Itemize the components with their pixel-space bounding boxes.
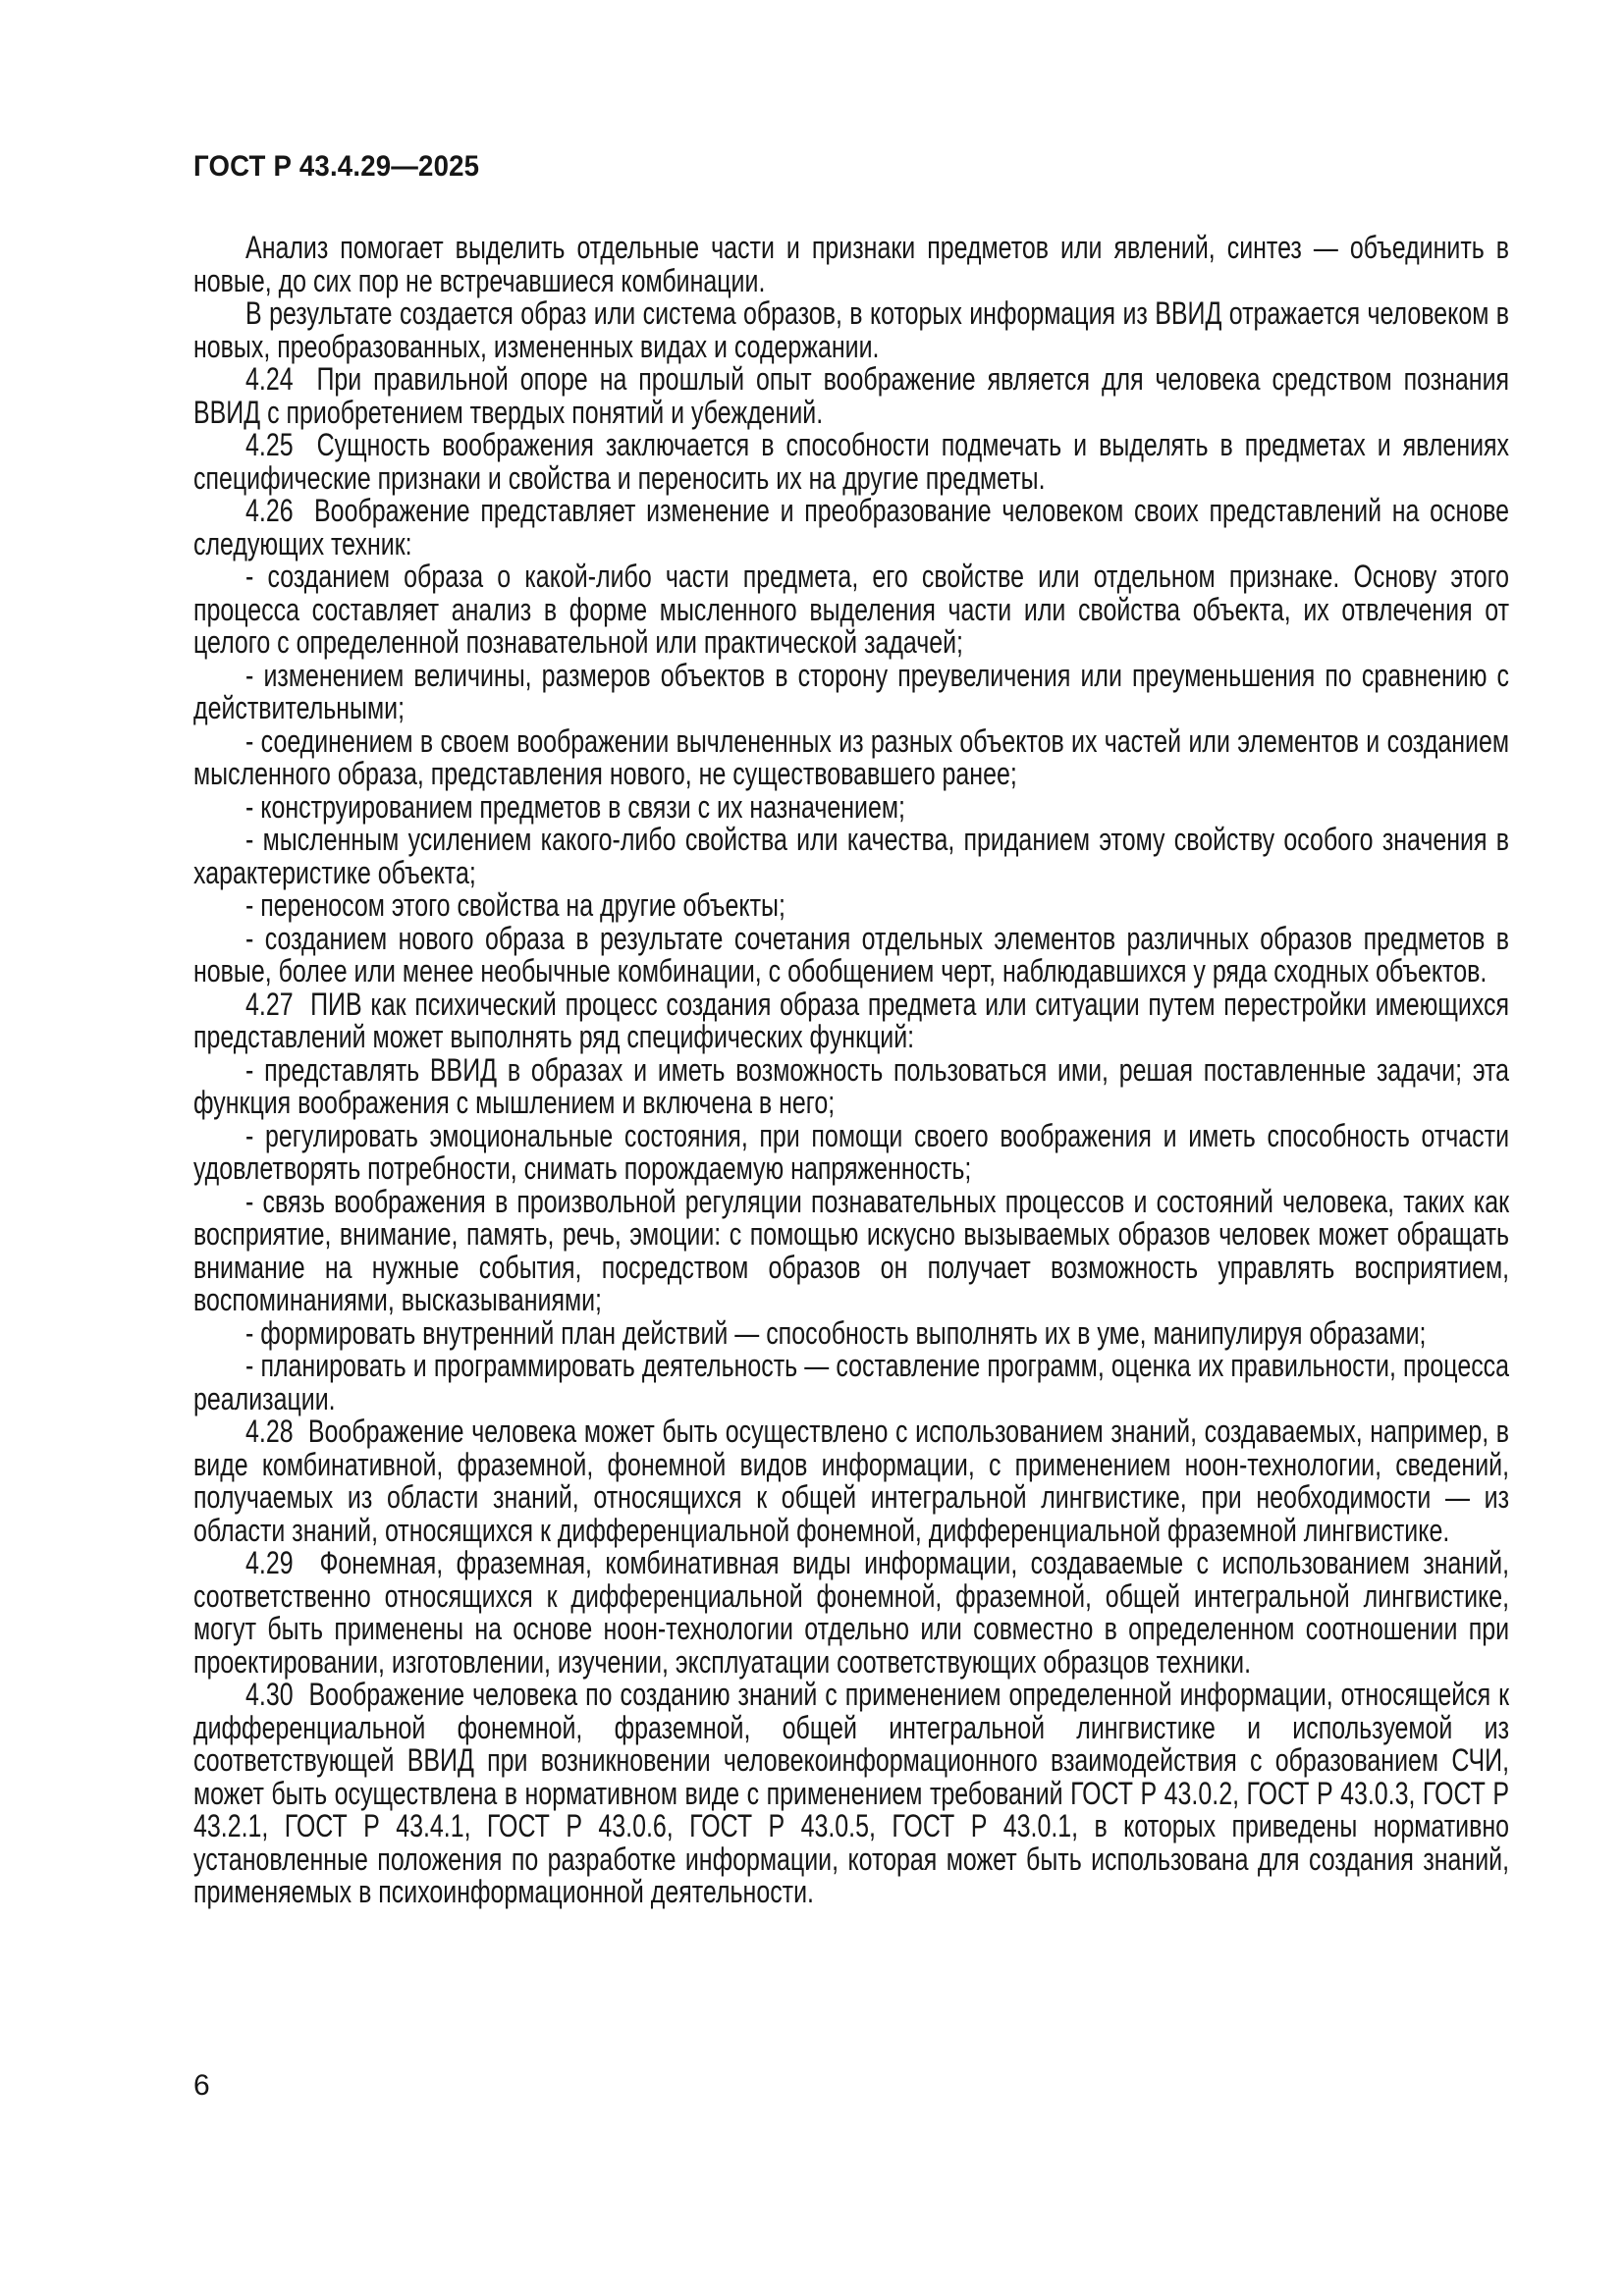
list-item: - соединением в своем воображении вычлененных из разных объектов их частей или элементов и созданием мысленного образа, представления нового, не существовавшего ранее; — [193, 722, 1510, 791]
paragraph-4-30: 4.30 Воображение человека по созданию знаний с применением определенной информации, относящейся к дифференциальной фонемной, фраземной, общей интегральной лингвистике и используемой из соответствующей ВВИД при возникновении человекоинформационного взаимодействия с образованием СЧИ, может быть осуществлена в нормативном виде с применением требований ГОСТ Р 43.0.2, ГОСТ Р 43.0.3, ГОСТ Р 43.2.1, ГОСТ Р 43.4.1, ГОСТ Р 43.0.6, ГОСТ Р 43.0.5, ГОСТ Р 43.0.1, в которых приведены нормативно установленные положения по разработке информации, которая может быть использована для создания знаний, применяемых в психоинформационной деятельности. — [193, 1677, 1510, 1909]
document-body — [193, 232, 1509, 1909]
list-item: - формировать внутренний план действий — способность выполнять их в уме, манипулируя образами; — [245, 1314, 1427, 1351]
list-item: - регулировать эмоциональные состояния, при помощи своего воображения и иметь способность отчасти удовлетворять потребности, снимать порождаемую напряженность; — [193, 1117, 1510, 1186]
list-item: - мысленным усилением какого-либо свойства или качества, приданием этому свойству особого значения в характеристике объекта; — [193, 822, 1510, 890]
paragraph: Анализ помогает выделить отдельные части и признаки предметов или явлений, синтез — объединить в новые, до сих пор не встречавшиеся комбинации. — [193, 230, 1510, 298]
paragraph-4-27: 4.27 ПИВ как психический процесс создания образа предмета или ситуации путем перестройки имеющихся представлений может выполнять ряд специфических функций: — [193, 986, 1510, 1054]
paragraph-4-29: 4.29 Фонемная, фраземная, комбинативная виды информации, создаваемые с использованием знаний, соответственно относящихся к дифференциальной фонемной, фраземной, общей интегральной лингвистике, могут быть применены на основе ноон-технологии отдельно или совместно в определенном соотношении при проектировании, изготовлении, изучении, эксплуатации соответствующих образцов техники. — [193, 1545, 1510, 1680]
list-item: - изменением величины, размеров объектов в сторону преувеличения или преуменьшения по сравнению с действительными; — [193, 657, 1510, 725]
paragraph-4-26: 4.26 Воображение представляет изменение и преобразование человеком своих представлений на основе следующих техник: — [193, 493, 1510, 561]
list-item: - конструированием предметов в связи с их назначением; — [245, 788, 905, 825]
list-item: - планировать и программировать деятельность — составление программ, оценка их правильности, процесса реализации. — [193, 1348, 1510, 1416]
paragraph-4-25: 4.25 Сущность воображения заключается в способности подмечать и выделять в предметах и явлениях специфические признаки и свойства и переносить их на другие предметы. — [193, 427, 1510, 496]
paragraph: В результате создается образ или система образов, в которых информация из ВВИД отражается человеком в новых, преобразованных, измененных видах и содержании. — [193, 295, 1510, 364]
paragraph-4-24: 4.24 При правильной опоре на прошлый опыт воображение является для человека средством познания ВВИД с приобретением твердых понятий и убеждений. — [193, 361, 1510, 430]
list-item: - созданием образа о какой-либо части предмета, его свойстве или отдельном признаке. Основу этого процесса составляет анализ в форме мысленного выделения части или свойства объекта, их отвлечения от целого с определенной познавательной или практической задачей; — [193, 559, 1510, 660]
list-item: - представлять ВВИД в образах и иметь возможность пользоваться ими, решая поставленные задачи; эта функция воображения с мышлением и включена в него; — [193, 1051, 1510, 1120]
paragraph-4-28: 4.28 Воображение человека может быть осуществлено с использованием знаний, создаваемых, например, в виде комбинативной, фраземной, фонемной видов информации, с применением ноон-технологии, сведений, получаемых из области знаний, относящихся к общей интегральной лингвистике, при необходимости — из области знаний, относящихся к дифференциальной фонемной, дифференциальной фраземной лингвистике. — [193, 1414, 1510, 1548]
page-number: 6 — [193, 2069, 210, 2102]
list-item: - переносом этого свойства на другие объекты; — [245, 887, 785, 923]
list-item: - связь воображения в произвольной регуляции познавательных процессов и состояний человека, таких как восприятие, внимание, память, речь, эмоции: с помощью искусно вызываемых образов человек может обращать внимание на нужные события, посредством образов он получает возможность управлять восприятием, воспоминаниями, высказываниями; — [193, 1183, 1510, 1317]
standard-code-header: ГОСТ Р 43.4.29—2025 — [193, 150, 480, 183]
list-item: - созданием нового образа в результате сочетания отдельных элементов различных образов предметов в новые, более или менее необычные комбинации, с обобщением черт, наблюдавшихся у ряда сходных объектов. — [193, 920, 1510, 988]
